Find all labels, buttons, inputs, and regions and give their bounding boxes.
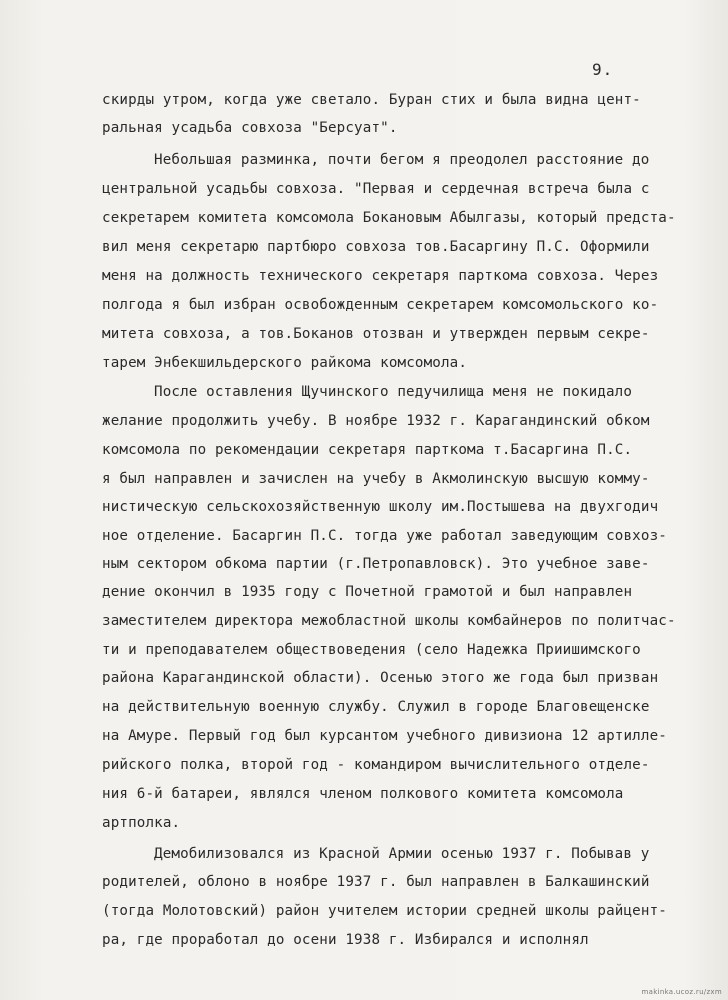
text-line: желание продолжить учебу. В ноябре 1932 г. Карагандинский обком xyxy=(102,413,650,429)
text-line: полгода я был избран освобожденным секретарем комсомольского ко- xyxy=(102,297,659,313)
text-line: Демобилизовался из Красной Армии осенью 1937 г. Побывав у xyxy=(154,846,650,862)
text-line: района Карагандинской области). Осенью этого же года был призван xyxy=(102,670,659,686)
text-line: меня на должность технического секретаря парткома совхоза. Через xyxy=(102,268,659,284)
text-line: на Амуре. Первый год был курсантом учебного дивизиона 12 артилле- xyxy=(102,728,667,744)
text-line: ное отделение. Басаргин П.С. тогда уже работал заведующим совхоз- xyxy=(102,528,667,544)
text-line: скирды утром, когда уже светало. Буран стих и была видна цент- xyxy=(102,92,641,108)
text-line: заместителем директора межобластной школы комбайнеров по политчас- xyxy=(102,613,676,629)
text-line: рийского полка, второй год - командиром вычислительного отделе- xyxy=(102,757,650,773)
text-line: тарем Энбекшильдерского райкома комсомола. xyxy=(102,355,468,371)
text-line: ральная усадьба совхоза "Берсуат". xyxy=(102,120,398,136)
text-line: Небольшая разминка, почти бегом я преодолел расстояние до xyxy=(154,152,650,168)
text-line: ния 6-й батареи, являлся членом полкового комитета комсомола xyxy=(102,786,624,802)
text-line: дение окончил в 1935 году с Почетной грамотой и был направлен xyxy=(102,584,633,600)
text-line: артполка. xyxy=(102,815,181,831)
text-line: ти и преподавателем обществоведения (село Надежка Приишимского xyxy=(102,642,641,658)
text-line: митета совхоза, а тов.Боканов отозван и утвержден первым секре- xyxy=(102,326,650,342)
text-line: ра, где проработал до осени 1938 г. Избирался и исполнял xyxy=(102,932,589,948)
text-line: комсомола по рекомендации секретаря парткома т.Басаргина П.С. xyxy=(102,442,633,458)
text-line: центральной усадьбы совхоза. "Первая и сердечная встреча была с xyxy=(102,181,650,197)
text-line: нистическую сельскохозяйственную школу им.Постышева на двухгодич xyxy=(102,499,659,515)
text-line: (тогда Молотовский) район учителем истории средней школы райцент- xyxy=(102,903,667,919)
page-number: 9. xyxy=(592,60,614,79)
text-line: После оставления Щучинского педучилища меня не покидало xyxy=(154,384,633,400)
text-line: я был направлен и зачислен на учебу в Акмолинскую высшую комму- xyxy=(102,471,650,487)
watermark: makinka.ucoz.ru/zxm xyxy=(641,988,722,996)
text-line: ным сектором обкома партии (г.Петропавловск). Это учебное заве- xyxy=(102,556,650,572)
text-line: секретарем комитета комсомола Бокановым Абылгазы, который предста- xyxy=(102,210,676,226)
text-line: вил меня секретарю партбюро совхоза тов.Басаргину П.С. Оформили xyxy=(102,239,650,255)
text-line: родителей, облоно в ноябре 1937 г. был направлен в Балкашинский xyxy=(102,874,650,890)
text-line: на действительную военную службу. Служил в городе Благовещенске xyxy=(102,699,650,715)
